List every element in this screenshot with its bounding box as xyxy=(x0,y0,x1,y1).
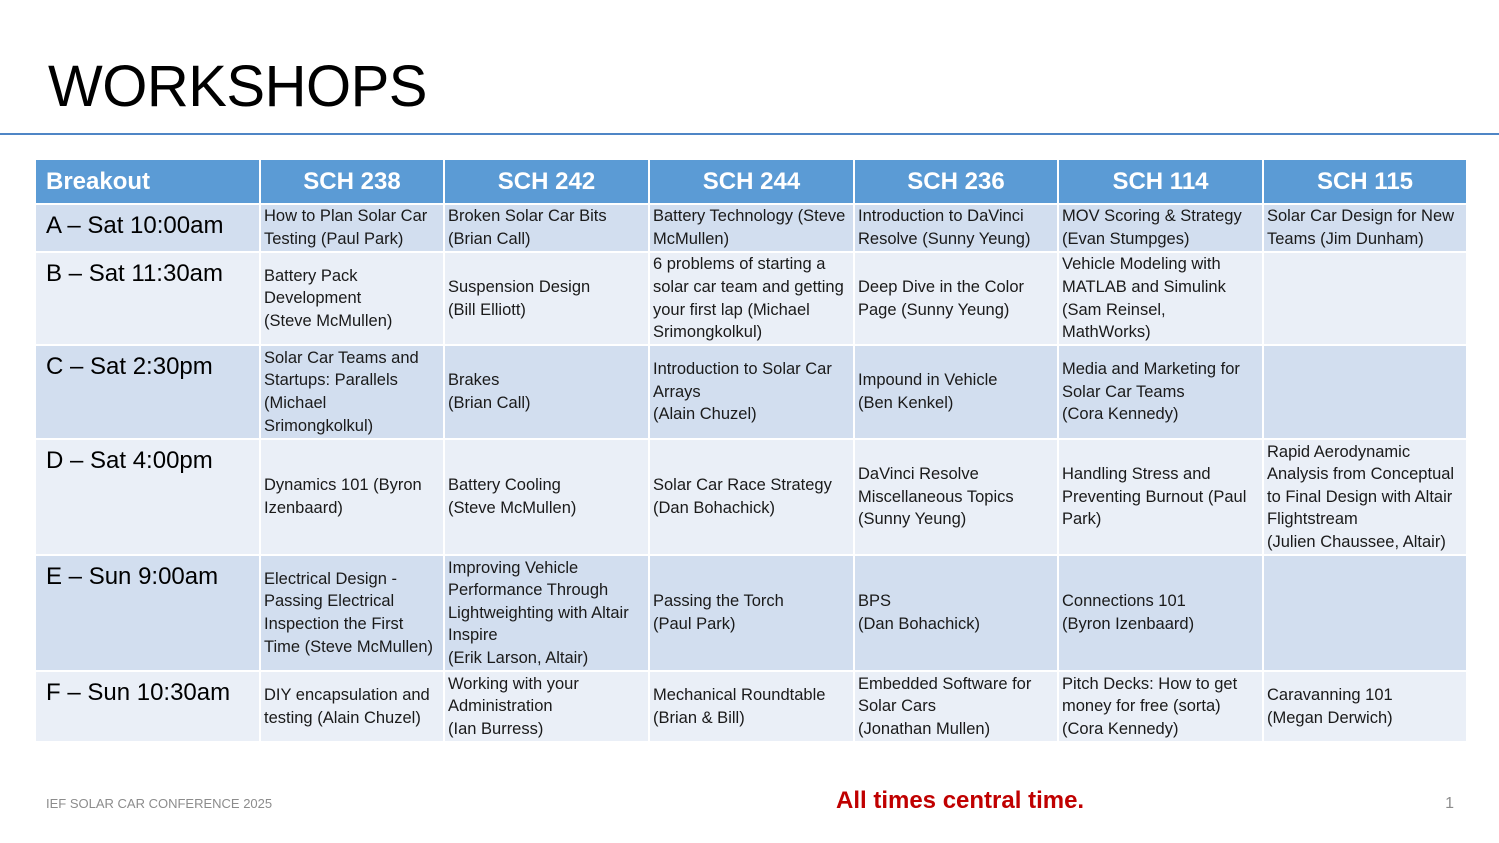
workshop-cell xyxy=(854,204,1058,252)
workshop-cell xyxy=(854,439,1058,555)
workshop-text-line: Pitch Decks: How to get xyxy=(1062,674,1238,693)
workshop-text-line: Solar Car Design for New xyxy=(1267,207,1455,226)
workshop-cell xyxy=(1058,204,1263,252)
workshop-cell xyxy=(1263,252,1467,345)
workshop-text-line: Teams (Jim Dunham) xyxy=(1267,230,1424,248)
workshop-cell xyxy=(260,555,444,671)
table-row xyxy=(35,671,1467,742)
column-header-room: SCH 242 xyxy=(444,159,649,204)
workshop-text-line: (Byron Izenbaard) xyxy=(1062,615,1195,633)
workshop-text-line: Time (Steve McMullen) xyxy=(264,637,434,656)
workshop-cell xyxy=(649,204,854,252)
workshop-cell xyxy=(1058,252,1263,345)
page-number: 1 xyxy=(1445,795,1454,812)
workshop-cell xyxy=(444,204,649,252)
workshop-cell xyxy=(649,345,854,439)
workshop-text-line: (Julien Chaussee, Altair) xyxy=(1267,532,1446,551)
table-row xyxy=(35,345,1467,439)
workshop-text-line: Startups: Parallels xyxy=(264,371,398,390)
workshop-cell xyxy=(649,555,854,671)
workshop-text-line: testing (Alain Chuzel) xyxy=(264,708,421,727)
workshop-text-line: Deep Dive in the Color xyxy=(858,277,1024,296)
workshop-text-line: Embedded Software for xyxy=(858,674,1032,693)
workshop-cell xyxy=(1058,439,1263,555)
workshop-text-line: Testing (Paul Park) xyxy=(264,230,404,248)
workshop-text-line: (Brian Call) xyxy=(448,230,531,248)
workshop-text-line: your first lap (Michael xyxy=(653,300,810,319)
breakout-slot: D – Sat 4:00pm xyxy=(35,439,260,555)
workshop-cell xyxy=(260,252,444,345)
workshop-cell xyxy=(444,345,649,439)
workshop-cell xyxy=(260,204,444,252)
workshop-text-line: Connections 101 xyxy=(1062,592,1186,611)
workshop-text-line: Caravanning 101 xyxy=(1267,685,1393,704)
workshop-text-line: Rapid Aerodynamic xyxy=(1267,442,1411,461)
workshop-text-line: Resolve (Sunny Yeung) xyxy=(858,230,1031,248)
workshop-text-line: BPS xyxy=(858,592,892,611)
workshop-text-line: (Dan Bohachick) xyxy=(858,615,980,633)
workshop-text-line: Park) xyxy=(1062,510,1102,529)
workshop-text-line: MathWorks) xyxy=(1062,323,1151,342)
column-header-room: SCH 114 xyxy=(1058,159,1263,204)
workshop-text-line: Preventing Burnout (Paul xyxy=(1062,487,1247,506)
table-row xyxy=(35,204,1467,252)
workshop-text-line: (Steve McMullen) xyxy=(448,499,577,517)
breakout-slot: A – Sat 10:00am xyxy=(35,204,260,252)
workshop-text-line: McMullen) xyxy=(653,230,730,248)
workshop-text-line: Handling Stress and xyxy=(1062,465,1211,484)
workshop-cell xyxy=(854,555,1058,671)
workshop-text-line: (Ben Kenkel) xyxy=(858,394,954,412)
workshop-cell xyxy=(260,439,444,555)
workshop-text-line: Introduction to DaVinci xyxy=(858,207,1024,226)
workshop-text-line: (Bill Elliott) xyxy=(448,300,526,319)
workshop-cell xyxy=(854,671,1058,742)
workshop-text-line: Page (Sunny Yeung) xyxy=(858,300,1010,319)
page-title: WORKSHOPS xyxy=(48,54,427,119)
workshop-text-line: money for free (sorta) xyxy=(1062,697,1221,716)
workshop-text-line: MATLAB and Simulink xyxy=(1062,277,1226,296)
workshop-cell xyxy=(649,439,854,555)
workshop-text-line: solar car team and getting xyxy=(653,277,844,296)
breakout-slot: B – Sat 11:30am xyxy=(35,252,260,345)
workshop-text-line: Flightstream xyxy=(1267,510,1358,529)
workshop-text-line: How to Plan Solar Car xyxy=(264,207,428,226)
workshop-text-line: (Brian Call) xyxy=(448,394,531,412)
workshop-text-line: Srimongkolkul) xyxy=(653,323,763,342)
workshop-cell xyxy=(1263,439,1467,555)
table-header-row xyxy=(35,159,1467,204)
workshop-text-line: Development xyxy=(264,289,362,308)
workshop-text-line: Passing the Torch xyxy=(653,592,784,611)
table-row xyxy=(35,555,1467,671)
workshop-text-line: Solar Car Race Strategy xyxy=(653,476,832,495)
workshop-text-line: (Steve McMullen) xyxy=(264,311,393,330)
workshop-text-line: to Final Design with Altair xyxy=(1267,487,1453,506)
timezone-note: All times central time. xyxy=(836,787,1085,814)
table-row xyxy=(35,439,1467,555)
column-header-room: SCH 238 xyxy=(260,159,444,204)
workshop-cell xyxy=(1058,345,1263,439)
workshop-text-line: Srimongkolkul) xyxy=(264,416,374,435)
workshop-text-line: Battery Pack xyxy=(264,266,358,285)
workshop-text-line: DIY encapsulation and xyxy=(264,685,430,704)
workshop-text-line: Solar Car Teams and xyxy=(264,348,419,367)
workshop-text-line: (Erik Larson, Altair) xyxy=(448,648,589,667)
workshop-cell xyxy=(1058,555,1263,671)
workshop-text-line: MOV Scoring & Strategy xyxy=(1062,207,1242,226)
workshop-schedule-table xyxy=(34,158,1468,743)
workshop-text-line: (Michael xyxy=(264,394,327,412)
workshop-cell xyxy=(444,252,649,345)
workshop-text-line: DaVinci Resolve xyxy=(858,465,979,484)
workshop-text-line: Battery Technology (Steve xyxy=(653,207,846,226)
table-row xyxy=(35,252,1467,345)
workshop-text-line: Arrays xyxy=(653,382,701,401)
workshop-text-line: Dynamics 101 (Byron xyxy=(264,476,422,495)
workshop-cell xyxy=(854,345,1058,439)
breakout-slot: F – Sun 10:30am xyxy=(35,671,260,742)
workshop-text-line: (Cora Kennedy) xyxy=(1062,405,1179,424)
workshop-text-line: Analysis from Conceptual xyxy=(1267,465,1455,484)
workshop-text-line: Brakes xyxy=(448,371,500,390)
workshop-cell xyxy=(260,671,444,742)
workshop-cell xyxy=(260,345,444,439)
workshop-cell xyxy=(1263,671,1467,742)
workshop-text-line: (Sunny Yeung) xyxy=(858,510,967,529)
workshop-text-line: Broken Solar Car Bits xyxy=(448,207,607,226)
breakout-slot: E – Sun 9:00am xyxy=(35,555,260,671)
workshop-text-line: Inspire xyxy=(448,626,498,645)
workshop-cell xyxy=(854,252,1058,345)
workshop-cell xyxy=(1058,671,1263,742)
workshop-text-line: (Jonathan Mullen) xyxy=(858,719,991,738)
workshop-cell xyxy=(649,671,854,742)
workshop-text-line: Electrical Design - xyxy=(264,569,397,588)
breakout-slot: C – Sat 2:30pm xyxy=(35,345,260,439)
workshop-text-line: Solar Cars xyxy=(858,697,936,716)
workshop-text-line: Administration xyxy=(448,697,553,716)
workshop-cell xyxy=(444,439,649,555)
workshop-text-line: Battery Cooling xyxy=(448,476,561,495)
workshop-text-line: Performance Through xyxy=(448,581,609,600)
workshop-text-line: Media and Marketing for xyxy=(1062,360,1240,379)
workshop-text-line: Passing Electrical xyxy=(264,592,395,611)
workshop-text-line: Solar Car Teams xyxy=(1062,382,1185,401)
workshop-text-line: Inspection the First xyxy=(264,615,404,633)
workshop-cell xyxy=(649,252,854,345)
column-header-breakout: Breakout xyxy=(35,159,260,204)
title-divider xyxy=(0,133,1499,135)
workshop-text-line: Suspension Design xyxy=(448,277,591,296)
workshop-text-line: 6 problems of starting a xyxy=(653,255,826,274)
workshop-cell xyxy=(444,555,649,671)
workshop-text-line: Lightweighting with Altair xyxy=(448,603,629,622)
workshop-text-line: Vehicle Modeling with xyxy=(1062,255,1221,274)
workshop-text-line: Working with your xyxy=(448,674,579,693)
workshop-text-line: Mechanical Roundtable xyxy=(653,685,826,704)
workshop-text-line: Introduction to Solar Car xyxy=(653,360,832,379)
workshop-text-line: (Cora Kennedy) xyxy=(1062,719,1179,738)
column-header-room: SCH 236 xyxy=(854,159,1058,204)
column-header-room: SCH 115 xyxy=(1263,159,1467,204)
workshop-text-line: Izenbaard) xyxy=(264,499,343,517)
workshop-cell xyxy=(1263,204,1467,252)
workshop-text-line: (Brian & Bill) xyxy=(653,708,745,727)
workshop-text-line: Improving Vehicle xyxy=(448,558,579,577)
workshop-text-line: (Sam Reinsel, xyxy=(1062,300,1166,319)
workshop-text-line: (Paul Park) xyxy=(653,615,736,633)
footer-conference-name: IEF SOLAR CAR CONFERENCE 2025 xyxy=(46,796,273,811)
workshop-text-line: (Ian Burress) xyxy=(448,719,544,738)
column-header-room: SCH 244 xyxy=(649,159,854,204)
workshop-text-line: Impound in Vehicle xyxy=(858,371,998,390)
workshop-text-line: (Evan Stumpges) xyxy=(1062,230,1190,248)
workshop-text-line: Miscellaneous Topics xyxy=(858,487,1014,506)
workshop-cell xyxy=(1263,555,1467,671)
workshop-text-line: (Dan Bohachick) xyxy=(653,499,775,517)
workshop-text-line: (Alain Chuzel) xyxy=(653,405,757,424)
workshop-text-line: (Megan Derwich) xyxy=(1267,708,1393,727)
workshop-cell xyxy=(444,671,649,742)
workshop-cell xyxy=(1263,345,1467,439)
